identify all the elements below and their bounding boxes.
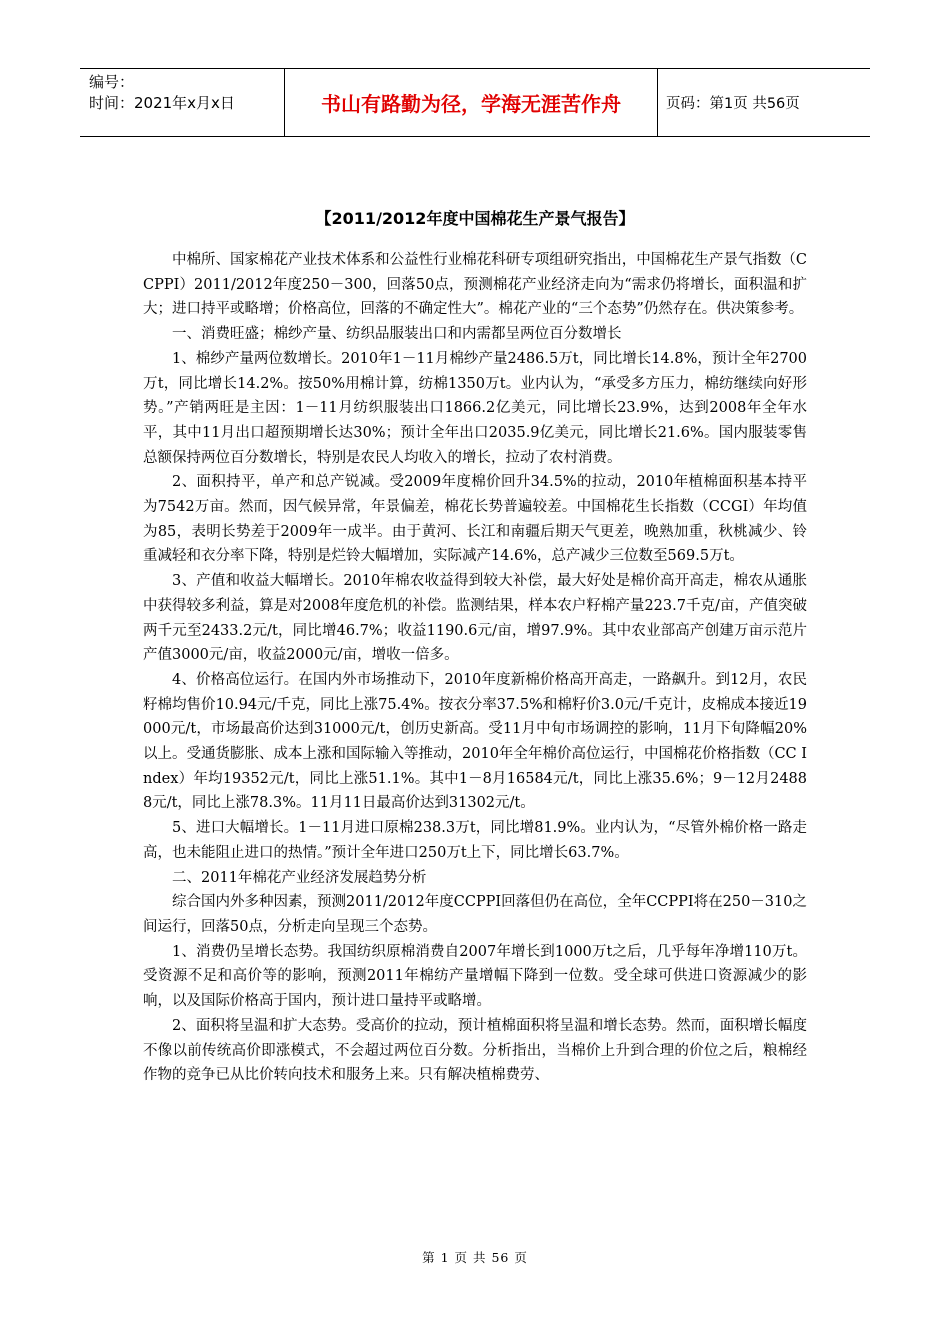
document-title: 【2011/2012年度中国棉花生产景气报告】: [315, 209, 635, 228]
header-meta: [80, 69, 284, 136]
paragraph: 1、消费仍呈增长态势。我国纺织原棉消费自2007年增长到1000万t之后，几乎每年净增110万t。受资源不足和高价等的影响，预测2011年棉纺产量增幅下降到一位数。受全球可供进口资源减少的影响，以及国际价格高于国内，预计进口量持平或略增。: [143, 943, 807, 1010]
paragraph: 4、价格高位运行。在国内外市场推动下，2010年度新棉价格高开高走，一路飙升。到12月，农民籽棉均售价10.94元/千克，同比上涨75.4%。按衣分率37.5%和棉籽价3.0元/千克计，皮棉成本接近19000元/t，市场最高价达到31000元/t，创历史新高。受11月中旬市场调控的影响，11月下旬降幅20%以上。受通货膨胀、成本上涨和国际输入等推动，2010年全年棉价高位运行，中国棉花价格指数（CC Index）年均19352元/t，同比上涨51.1%。其中1－8月16584元/t，同比上涨35.6%；9－12月24888元/t，同比上涨78.3%。11月11日最高价达到31302元/t。: [143, 671, 807, 812]
document-body: [143, 248, 807, 1088]
paragraph: 3、产值和收益大幅增长。2010年棉农收益得到较大补偿，最大好处是棉价高开高走，棉农从通胀中获得较多利益，算是对2008年度危机的补偿。监测结果，样本农户籽棉产量223.7千克/亩，产值突破两千元至2433.2元/t，同比增46.7%；收益1190.6元/亩，增97.9%。其中农业部高产创建万亩示范片产值3000元/亩，收益2000元/亩，增收一倍多。: [143, 573, 807, 664]
paragraph: 中棉所、国家棉花产业技术体系和公益性行业棉花科研专项组研究指出，中国棉花生产景气指数（CCPPI）2011/2012年度250－300，回落50点，预测棉花产业经济走向为“需求仍将增长，面积温和扩大；进口持平或略增；价格高位，回落的不确定性大”。棉花产业的“三个态势”仍然存在。供决策参考。: [143, 252, 807, 318]
paragraph: 2、面积持平，单产和总产锐减。受2009年度棉价回升34.5%的拉动，2010年植棉面积基本持平为7542万亩。然而，因气候异常，年景偏差，棉花长势普遍较差。中国棉花生长指数（CCGI）年均值为85，表明长势差于2009年一成半。由于黄河、长江和南疆后期天气更差，晚熟加重，秋桃减少、铃重减轻和衣分率下降，特别是烂铃大幅增加，实际减产14.6%，总产减少三位数至569.5万t。: [143, 474, 807, 565]
paragraph: 一、消费旺盛；棉纱产量、纺织品服装出口和内需都呈两位百分数增长: [172, 326, 622, 343]
header-motto: 书山有路勤为径，学海无涯苦作舟: [284, 69, 658, 136]
date-label: 时间：2021年x月x日: [89, 94, 235, 112]
paragraph: 5、进口大幅增长。1－11月进口原棉238.3万t，同比增81.9%。业内认为，“尽管外棉价格一路走高，也未能阻止进口的热情。”预计全年进口250万t上下，同比增长63.7%。: [143, 820, 807, 861]
paragraph: 二、2011年棉花产业经济发展趋势分析: [172, 869, 427, 886]
code-label: 编号：: [89, 73, 135, 91]
paragraph: 2、面积将呈温和扩大态势。受高价的拉动，预计植棉面积将呈温和增长态势。然而，面积增长幅度不像以前传统高价即涨模式，不会超过两位百分数。分析指出，当棉价上升到合理的价位之后，粮棉经作物的竞争已从比价转向技术和服务上来。只有解决植棉费劳、: [143, 1017, 807, 1084]
paragraph: 综合国内外多种因素，预测2011/2012年度CCPPI回落但仍在高位，全年CCPPI将在250－310之间运行，回落50点，分析走向呈现三个态势。: [143, 894, 807, 935]
paragraph: 1、棉纱产量两位数增长。2010年1－11月棉纱产量2486.5万t，同比增长14.8%，预计全年2700万t，同比增长14.2%。按50%用棉计算，纺棉1350万t。业内认为，“承受多方压力，棉纺继续向好形势。”产销两旺是主因：1－11月纺织服装出口1866.2亿美元，同比增长23.9%，达到2008年全年水平，其中11月出口超预期增长达30%；预计全年出口2035.9亿美元，同比增长21.6%。国内服装零售总额保持两位百分数增长，特别是农民人均收入的增长，拉动了农村消费。: [143, 350, 807, 466]
header-page-info: 页码：第1页 共56页: [666, 96, 800, 112]
page-footer: 第 1 页 共 56 页: [422, 1250, 528, 1265]
page-header: [80, 68, 870, 137]
